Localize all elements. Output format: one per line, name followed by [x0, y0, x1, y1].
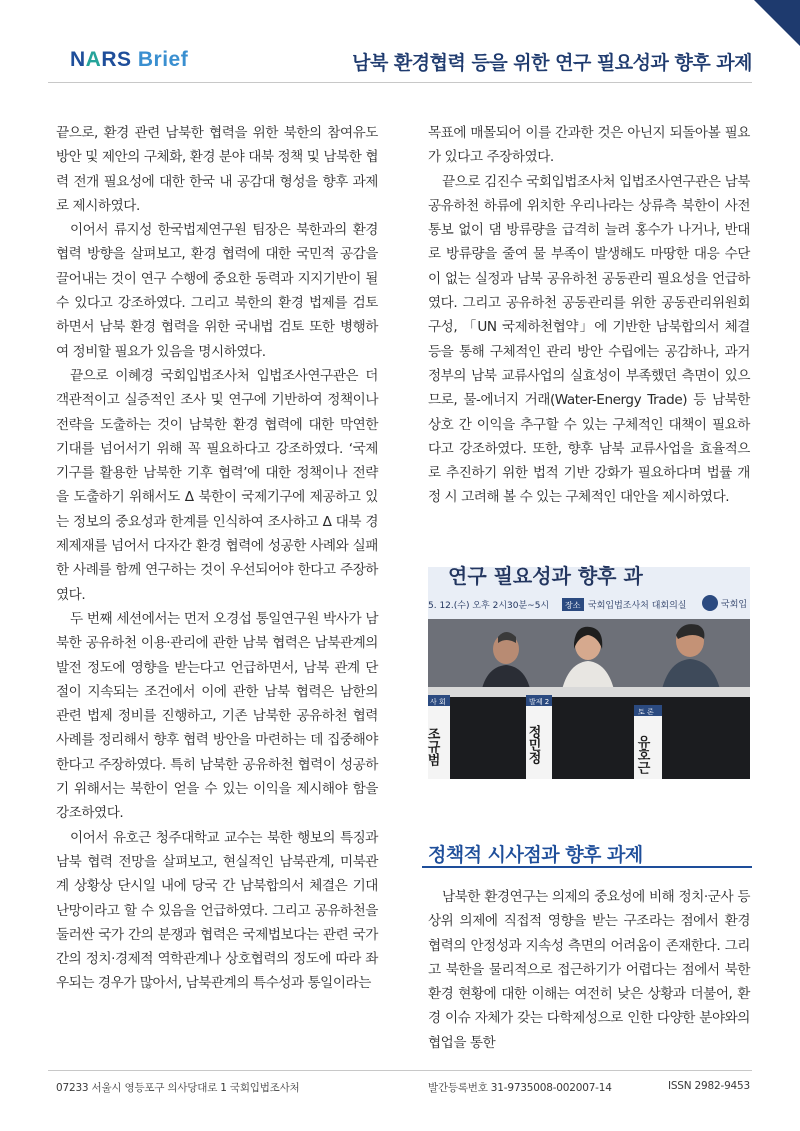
plate-name: 정민정 — [525, 725, 541, 764]
header-title: 남북 환경협력 등을 위한 연구 필요성과 향후 과제 — [352, 52, 752, 74]
section-body — [428, 885, 750, 1055]
corner-accent — [754, 0, 800, 46]
plate-name: 조규범 — [424, 727, 440, 766]
name-plate-3 — [634, 705, 662, 779]
paragraph: 끝으로 이혜경 국회입법조사처 입법조사연구관은 더 객관적이고 실증적인 조사 및 연구에 기반하여 정책이나 전략을 도출하는 것이 남북한 환경 협력에 대한 막연한 기대를 넘어서기 위해 꼭 필요하다고 강조하였다. ‘국제기구를 활용한 남북한 기후 협력’에 대한 정책이나 전략을 도출하기 위해서도 Δ 북한이 국제기구에 제공하고 있는 정보의 중요성과 한계를 인식하여 조사하고 Δ 대북 경제제재를 넘어서 다자간 환경 협력에 성공한 사례와 실패한 사례를 함께 연구하는 것이 우선되어야 한다고 주장하였다. — [56, 367, 378, 603]
banner-place-label: 장소 — [565, 601, 581, 610]
section-divider — [422, 866, 752, 868]
name-plate-1 — [425, 695, 451, 779]
header-divider — [48, 82, 752, 83]
seminar-photo — [424, 564, 750, 779]
paragraph: 목표에 매몰되어 이를 간과한 것은 아닌지 되돌아볼 필요가 있다고 주장하였다. — [428, 125, 750, 166]
banner-place-text: 국회입법조사처 대회의실 — [588, 601, 687, 611]
paragraph: 이어서 유호근 청주대학교 교수는 북한 행보의 특징과 남북 협력 전망을 살펴보고, 현실적인 남북관계, 미북관계 상황상 단시일 내에 당국 간 남북합의서 체결은 기대 난망이라고 할 수 있음을 언급하였다. 그리고 공유하천을 둘러싼 국가 간의 분쟁과 협력은 국제법보다는 관련 국가 간의 정치·경제적 역학관계나 상호협력의 정도에 따라 좌우되는 경우가 많아서, 남북관계의 특수성과 통일이라는 — [56, 829, 378, 992]
banner-logo-text: 국회입 — [721, 600, 748, 610]
plate-name: 유호근 — [634, 735, 650, 774]
banner-title-text: 연구 필요성과 향후 과 — [448, 564, 643, 588]
plate-role: 토 론 — [638, 708, 654, 716]
left-column — [56, 121, 378, 996]
plate-role: 사 회 — [430, 698, 446, 706]
paragraph: 두 번째 세션에서는 먼저 오경섭 통일연구원 박사가 남북한 공유하천 이용·관리에 관한 남북 협력은 남북관계의 발전 정도에 영향을 받는다고 언급하면서, 남북 관계 단절이 지속되는 조건에서 이에 관한 남북 협력은 남한의 관련 법제 정비를 진행하고, 기존 남북한 공유하천 협력 사례를 정리해서 향후 협력 방안을 마련하는 데 집중해야 한다고 주장하였다. 특히 남북한 공유하천 협력이 성공하기 위해서는 북한이 얻을 수 있는 이익을 제시해야 함을 강조하였다. — [56, 610, 378, 822]
paragraph: 끝으로, 환경 관련 남북한 협력을 위한 북한의 참여유도 방안 및 제안의 구체화, 환경 분야 대북 정책 및 남북한 협력 전개 필요성에 대한 한국 내 공감대 형성을 향후 과제로 제시하였다. — [56, 125, 378, 214]
name-plate-2 — [526, 695, 553, 779]
nars-brief-logo: NARS Brief — [70, 48, 189, 71]
banner-date-text: 5. 12.(수) 오후 2시30분~5시 — [428, 601, 550, 611]
footer-issn: ISSN 2982-9453 — [667, 1080, 750, 1092]
right-column — [428, 121, 750, 510]
plate-role: 발제 2 — [529, 698, 550, 706]
paragraph: 끝으로 김진수 국회입법조사처 입법조사연구관은 남북 공유하천 하류에 위치한 우리나라는 상류측 북한이 사전 통보 없이 댐 방류량을 급격히 늘려 홍수가 나거나, 반대로 방류량을 줄여 물 부족이 발생해도 마땅한 대응 수단이 없는 실정과 남북 공유하천 공동관리 필요성을 언급하였다. 그리고 공유하천 공동관리를 위한 공동관리위원회 구성, 「UN 국제하천협약」에 기반한 남북합의서 체결 등을 통해 구체적인 관리 방안 수립에는 공감하나, 과거 정부의 남북 교류사업의 실효성이 부족했던 측면이 있으므로, 물-에너지 거래(Water-Energy Trade) 등 남북한 상호 간 이익을 추구할 수 있는 구체적인 대책이 필요하다고 강조하였다. 또한, 향후 남북 교류사업을 효율적으로 추진하기 위한 법적 기반 강화가 필요하다며 법률 개정 시 고려해 볼 수 있는 구체적인 대안을 제시하였다. — [428, 173, 750, 506]
footer-registration: 발간등록번호 31-9735008-002007-14 — [428, 1082, 612, 1094]
section-title: 정책적 시사점과 향후 과제 — [428, 844, 643, 866]
paragraph: 이어서 류지성 한국법제연구원 팀장은 북한과의 환경 협력 방향을 살펴보고, 환경 협력에 대한 국민적 공감을 끌어내는 것이 연구 수행에 중요한 동력과 지지기반이 될 수 있다고 강조하였다. 그리고 북한의 환경 법제를 검토하면서 남북 환경 협력을 위한 국내법 검토 또한 병행하여 정비할 필요가 있음을 명시하였다. — [56, 222, 378, 360]
footer-address: 07233 서울시 영등포구 의사당대로 1 국회입법조사처 — [56, 1082, 300, 1094]
paragraph: 남북한 환경연구는 의제의 중요성에 비해 정치·군사 등 상위 의제에 직접적 영향을 받는 구조라는 점에서 환경 협력의 안정성과 지속성 측면의 어려움이 존재한다. 그리고 북한을 물리적으로 접근하기가 어렵다는 점에서 북한 환경 현황에 대한 이해는 여전히 낮은 상황과 더불어, 환경 이슈 자체가 갖는 다학제성으로 인한 다양한 분야와의 협업을 통한 — [428, 889, 750, 1051]
footer-divider — [48, 1070, 752, 1071]
